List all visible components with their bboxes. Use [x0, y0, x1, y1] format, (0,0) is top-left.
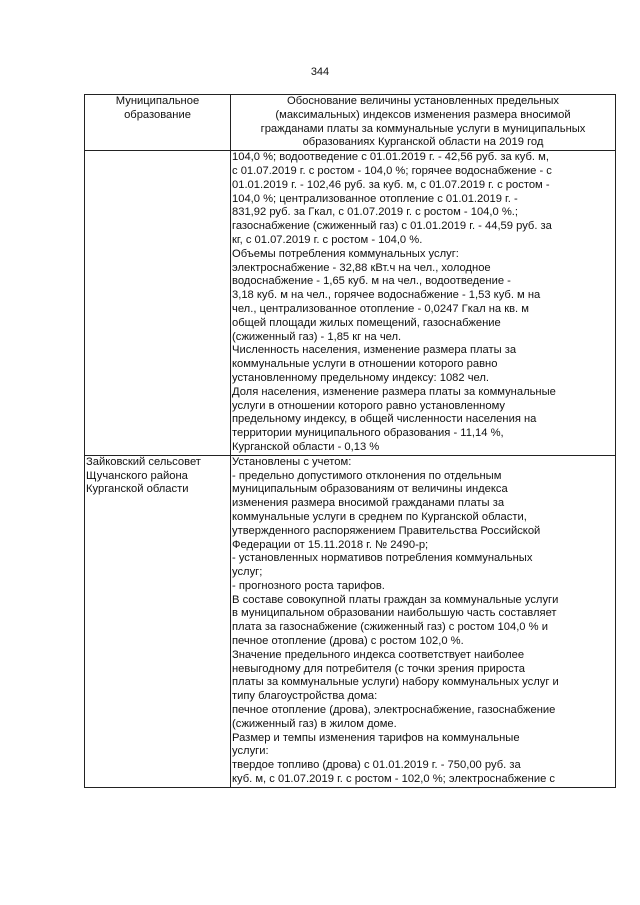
header-justification-line: гражданами платы за коммунальные услуги в муниципальных — [260, 122, 586, 135]
table-header-row — [85, 95, 616, 151]
justification-text-line: коммунальные услуги в среднем по Курганской области, — [232, 510, 527, 523]
justification-cell — [231, 455, 616, 787]
justification-text-line: печное отопление (дрова) с ростом 102,0 %. — [232, 635, 464, 648]
justification-text-line: территории муниципального образования - 11,14 %, — [232, 427, 504, 440]
justification-text-line: чел., централизованное отопление - 0,0247 Гкал на кв. м — [232, 302, 529, 315]
justification-text-line: газоснабжение (сжиженный газ) с 01.01.2019 г. - 44,59 руб. за — [232, 220, 552, 233]
page-number: 344 — [310, 66, 330, 78]
justification-text-line: (сжиженный газ) - 1,85 кг на чел. — [232, 330, 402, 343]
justification-text-line: твердое топливо (дрова) с 01.01.2019 г. - 750,00 руб. за — [232, 759, 521, 772]
justification-text-line: изменения размера вносимой гражданами платы за — [232, 497, 505, 510]
justification-text-line: В составе совокупной платы граждан за коммунальные услуги — [232, 593, 559, 606]
table-row — [85, 151, 616, 456]
justification-text-line: платы за коммунальные услуги) набору коммунальных услуг и — [232, 676, 559, 689]
municipality-cell — [85, 455, 231, 787]
justification-text-line: в муниципальном образовании наибольшую часть составляет — [232, 607, 557, 620]
justification-text-line: Численность населения, изменение размера платы за — [232, 344, 517, 357]
justification-text-line: Установлены с учетом: — [232, 455, 352, 468]
header-municipality — [85, 95, 231, 151]
justification-text-line: Федерации от 15.11.2018 г. № 2490-р; — [232, 538, 429, 551]
justification-text-line: 3,18 куб. м на чел., горячее водоснабжение - 1,53 куб. м на — [232, 289, 541, 302]
justification-text-line: водоснабжение - 1,65 куб. м на чел., водоотведение - — [232, 275, 511, 288]
justification-text-line: установленному предельному индексу: 1082 чел. — [232, 371, 490, 384]
justification-text-line: - прогнозного роста тарифов. — [232, 579, 385, 592]
justification-cell — [231, 151, 616, 456]
justification-text-line: Курганской области - 0,13 % — [232, 440, 380, 453]
header-justification — [231, 95, 616, 151]
justification-text-line: электроснабжение - 32,88 кВт.ч на чел., холодное — [232, 261, 491, 274]
justification-text-line: предельному индексу, в общей численности населения на — [232, 413, 537, 426]
header-municipality-line: Муниципальное — [115, 95, 200, 107]
justification-text-line: (сжиженный газ) в жилом доме. — [232, 717, 397, 730]
header-justification-line: Обоснование величины установленных предельных — [287, 95, 559, 107]
justification-text-line: - предельно допустимого отклонения по отдельным — [232, 469, 502, 482]
justification-text-line: невыгодному для потребителя (с точки зрения прироста — [232, 662, 525, 675]
justification-text-line: 104,0 %; водоотведение с 01.01.2019 г. - 42,56 руб. за куб. м, — [232, 151, 549, 164]
header-municipality-line: образование — [124, 108, 191, 121]
justification-text-line: Значение предельного индекса соответствует наиболее — [232, 648, 525, 661]
municipality-name-line: Щучанского района — [86, 469, 188, 482]
justification-text-line: Размер и темпы изменения тарифов на коммунальные — [232, 731, 520, 744]
justification-text-line: печное отопление (дрова), электроснабжение, газоснабжение — [232, 704, 556, 717]
justification-text-line: утвержденного распоряжением Правительства Российской — [232, 524, 541, 537]
municipality-name-line: Курганской области — [86, 483, 189, 496]
justification-text-line: 831,92 руб. за Гкал, с 01.07.2019 г. с ростом - 104,0 %.; — [232, 206, 518, 219]
justification-text-line: Объемы потребления коммунальных услуг: — [232, 247, 459, 260]
justification-text-line: муниципальным образованиям от величины индекса — [232, 483, 508, 496]
justification-text-line: плата за газоснабжение (сжиженный газ) с ростом 104,0 % и — [232, 621, 548, 634]
justification-text-line: Доля населения, изменение размера платы за коммунальные — [232, 385, 556, 398]
justification-text-line: с 01.07.2019 г. с ростом - 104,0 %; горячее водоснабжение - с — [232, 164, 552, 177]
header-justification-line: образованиях Курганской области на 2019 год — [302, 136, 544, 149]
justification-text-line: коммунальные услуги в отношении которого равно — [232, 358, 498, 371]
municipality-cell — [85, 151, 231, 456]
justification-text-line: типу благоустройства дома: — [232, 690, 378, 703]
justification-text-line: общей площади жилых помещений, газоснабжение — [232, 316, 501, 329]
justification-text-line: 01.01.2019 г. - 102,46 руб. за куб. м, с 01.07.2019 г. с ростом - — [232, 178, 550, 191]
tariff-table — [84, 94, 616, 788]
justification-text-line: 104,0 %; централизованное отопление с 01.01.2019 г. - — [232, 192, 518, 205]
justification-text-line: услуг; — [232, 566, 263, 579]
justification-text-line: услуги: — [232, 745, 269, 758]
table-row — [85, 455, 616, 787]
justification-text-line: куб. м, с 01.07.2019 г. с ростом - 102,0 %; электроснабжение с — [232, 773, 555, 786]
justification-text-line: - установленных нормативов потребления коммунальных — [232, 552, 533, 565]
municipality-name-line: Зайковский сельсовет — [86, 455, 201, 468]
header-justification-line: (максимальных) индексов изменения размера вносимой — [275, 108, 571, 121]
justification-text-line: услуги в отношении которого равно установленному — [232, 399, 505, 412]
justification-text-line: кг, с 01.07.2019 г. с ростом - 104,0 %. — [232, 233, 423, 246]
